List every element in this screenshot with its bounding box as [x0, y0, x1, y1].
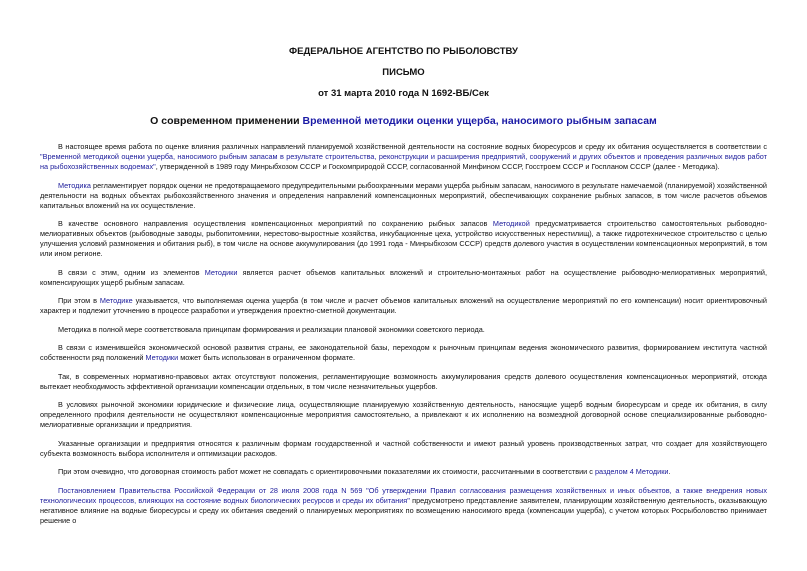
paragraph	[40, 467, 767, 477]
paragraph-text: , утвержденной в 1989 году Минрыбхозом СССР и Госкомприродой СССР, согласованной Минфином СССР, Госстроем СССР и Госпланом СССР (далее - Методика).	[155, 162, 720, 171]
paragraph-text: При этом в	[58, 296, 100, 305]
paragraph	[40, 439, 767, 459]
paragraph-text: В связи с этим, одним из элементов	[58, 267, 205, 277]
paragraph-text: Методика в полной мере соответствовала принципам формирования и реализации плановой экономики советского периода.	[58, 324, 485, 334]
government-decree-link[interactable]: Постановлением Правительства Российской Федерации от 28 июля 2008 года N 569 "Об утверждении Правил согласования размещения хозяйственных и иных объектов, а также внедрения новых технологических процессов, влияющих на состояние водных биологических ресурсов и среды их обитания"	[40, 485, 767, 505]
title-prefix: О современном применении	[150, 115, 303, 127]
section-4-methodology-link[interactable]: разделом 4 Методики	[594, 467, 669, 476]
paragraph-text: является расчет объемов капитальных вложений и строительно-монтажных работ на осуществление рыбоводно-мелиоративных мероприятий, компенсирующих ущерб рыбным запасам.	[40, 267, 767, 287]
paragraph-text: указывается, что выполняемая оценка ущерба (в том числе и расчет объемов капитальных вложений на осуществление мероприятий по его компенсации) носит ориентировочный характер и подлежит уточнению в процессе разработки и утверждения проектно-сметной документации.	[40, 296, 767, 315]
paragraph	[40, 142, 767, 172]
agency-heading: ФЕДЕРАЛЬНОЕ АГЕНТСТВО ПО РЫБОЛОВСТВУ	[289, 46, 518, 57]
methodology-link[interactable]: Методики	[204, 267, 238, 277]
paragraph	[40, 296, 767, 316]
paragraph	[40, 372, 767, 392]
paragraph-text: .	[668, 467, 671, 476]
methodology-link[interactable]: Методика	[58, 180, 91, 190]
methodology-link[interactable]: Методикой	[492, 219, 530, 228]
paragraph-text: В связи с изменившейся экономической основой развития страны, ее законодательной базы, переходом к рыночным принципам ведения экономического развития, формированием института частной собственности ряд положений	[40, 343, 767, 362]
paragraph-text: Указанные организации и предприятия относятся к различным формам государственной и частной собственности и имеют разный уровень производственных затрат, что создает для хозяйствующего субъекта возможность выбора исполнителя и оптимизации расходов.	[40, 438, 767, 458]
paragraph	[40, 268, 767, 288]
title-methodology-link[interactable]: Временной методики оценки ущерба, наносимого рыбным запасам	[302, 115, 657, 127]
paragraph	[40, 343, 767, 363]
document-title	[0, 115, 807, 127]
paragraph-text: Так, в современных нормативно-правовых актах отсутствуют положения, регламентирующие возможность аккумулирования средств долевого осуществления компенсационных мероприятий, отсюда вытекает необходимость эффективной организации компенсации отдельных, в том числе незначительных ущербов.	[40, 371, 767, 391]
document-date-number: от 31 марта 2010 года N 1692-ВБ/Сек	[318, 88, 489, 99]
paragraph	[40, 325, 767, 335]
paragraph-text: При этом очевидно, что договорная стоимость работ может не совпадать с ориентировочными показателями их стоимости, рассчитанными в соответствии с	[58, 467, 595, 476]
methodology-link[interactable]: Методики	[145, 353, 179, 362]
methodology-link[interactable]: Методике	[99, 296, 133, 305]
paragraph-text: регламентирует порядок оценки не предотвращаемого предупредительными рыбоохранными мерами ущерба рыбным запасам, наносимого в результате намечаемой (планируемой) хозяйственной деятельности на водных объектах рыбохозяйственного значения и определения направлений компенсационных мероприятий, обеспечивающих сохранение рыбных запасов, в том числе расчетов объемов капитальных вложений на их осуществление.	[40, 180, 767, 210]
paragraph-text: В качестве основного направления осуществления компенсационных мероприятий по сохранению рыбных запасов	[58, 219, 493, 228]
document-body	[40, 142, 767, 534]
paragraph	[40, 219, 767, 259]
paragraph-text: может быть использован в ограниченном формате.	[178, 353, 356, 362]
paragraph	[40, 181, 767, 211]
paragraph-text: В условиях рыночной экономики юридические и физические лица, осуществляющие планируемую хозяйственную деятельность, наносящие ущерб водным биоресурсам и среде их обитания, в силу определенного профиля деятельности не осуществляют компенсационные мероприятия самостоятельно, а привлекают к их исполнению на возмездной договорной основе специализированные рыбоводно-мелиоративные организации и предприятия.	[40, 400, 767, 429]
paragraph-text: В настоящее время работа по оценке влияния различных направлений планируемой хозяйственной деятельности на состояние водных биоресурсов и среду их обитания осуществляется в соответствии с	[58, 142, 767, 151]
paragraph-text: предусмотрено представление заявителем, планирующим хозяйственную деятельность, оказывающую негативное влияние на водные биоресурсы и среду их обитания сведений о планируемых мероприятиях по возмещению наносимого вреда (компенсации ущерба), с учетом которых Росрыболовство принимает решение о	[40, 495, 768, 525]
paragraph-text: предусматривается строительство самостоятельных рыбоводно-мелиоративных объектов (рыбоводные заводы, рыбопитомники, нерестово-выростные хозяйства, инкубационные цеха, устройство искусственных нерестилищ), а также гидротехническое строительство с целью улучшения условий размножения и обитания рыб), в том числе на основе аккумулирования (до 1991 года - Минрыбхозом СССР) средств долевого участия в осуществлении компенсационных мероприятий, в том или ином регионе.	[40, 219, 768, 258]
paragraph	[40, 486, 767, 526]
paragraph	[40, 400, 767, 430]
methodology-full-title-link[interactable]: "Временной методикой оценки ущерба, наносимого рыбным запасам в результате строительства, реконструкции и расширения предприятий, сооружений и других объектов и проведения различных видов работ на рыбохозяйственных водоемах"	[40, 152, 767, 171]
document-type-heading: ПИСЬМО	[382, 67, 425, 78]
